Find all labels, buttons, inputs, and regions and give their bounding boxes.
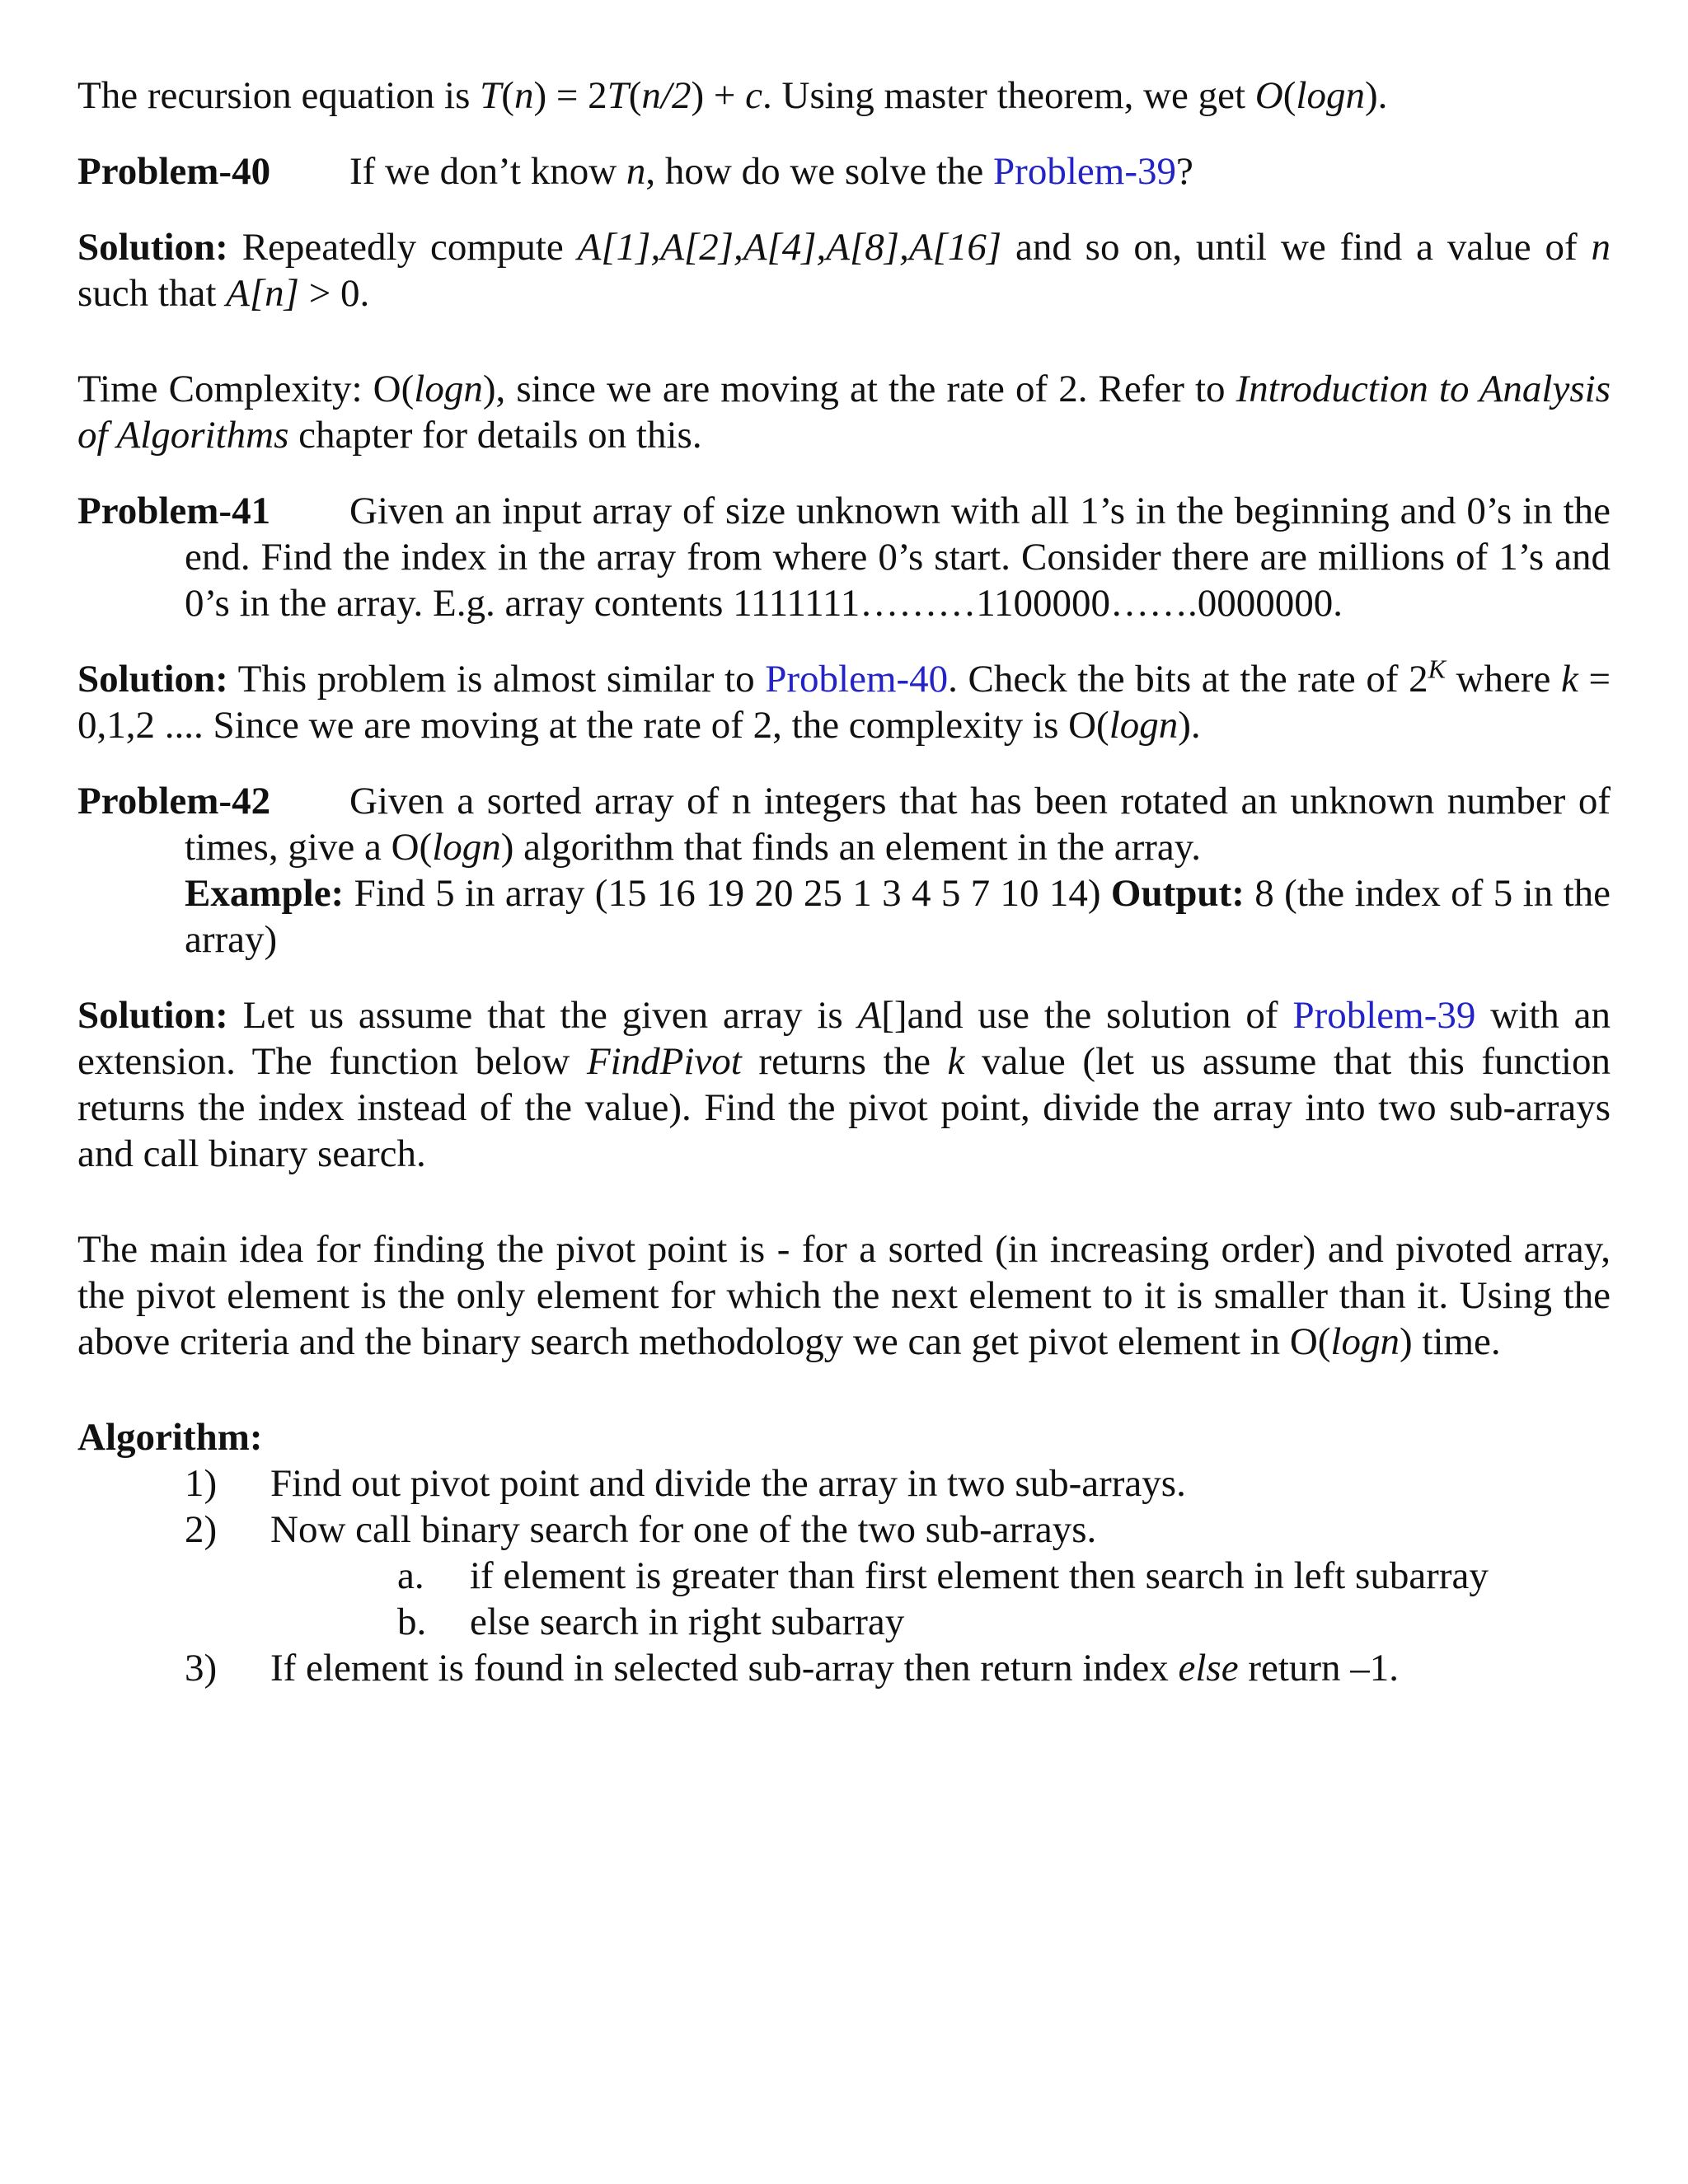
text: where (1445, 658, 1561, 701)
problem-40-link[interactable]: Problem-40 (765, 658, 949, 701)
substep-letter: a. (397, 1554, 424, 1597)
text: and so on, until we find a value of (1001, 226, 1592, 269)
math-var: n (1591, 226, 1611, 269)
pivot-idea-paragraph (77, 1226, 1611, 1365)
problem-41-question (77, 488, 1611, 626)
step-text: Now call binary search for one of the two sub-arrays. (270, 1508, 1097, 1551)
math-var: logn (1330, 1320, 1400, 1363)
text: The main idea for finding the pivot point is - for a sorted (in increasing order) and pivoted array, the pivot element is the only element for which the next element to it is smaller than it. Using the above criteria and the binary search methodology we can get pivot element in O( (77, 1228, 1611, 1363)
time-complexity-paragraph (77, 366, 1611, 458)
text: returns the (741, 1040, 948, 1083)
output-label: Output: (1110, 872, 1245, 915)
solution-label: Solution: (77, 658, 228, 701)
keyword: else (1178, 1647, 1239, 1690)
algorithm-step (77, 1645, 1611, 1691)
text: The recursion equation is (77, 74, 481, 117)
math-var: T (480, 74, 502, 117)
problem-40-question (349, 148, 1193, 194)
text: ) algorithm that finds an element in the array. (500, 826, 1201, 869)
text: return –1. (1238, 1647, 1400, 1690)
algorithm-step (77, 1507, 1611, 1553)
text: 8 (the index of 5 in the array) (185, 872, 1611, 961)
text: value (let us assume that this function returns the index instead of the value). Find the pivot point, divide the array into two sub-arrays and call binary search. (77, 1040, 1611, 1175)
text: > 0. (298, 272, 370, 315)
math-var: logn (414, 368, 483, 410)
substep-text: if element is greater than first element then search in left subarray (470, 1554, 1489, 1597)
problem-40-solution (77, 224, 1611, 316)
text: , how do we solve the (645, 150, 994, 193)
text: ) + (691, 74, 746, 117)
text: []and use the solution of (881, 994, 1293, 1037)
text: . Using master theorem, we get (762, 74, 1255, 117)
text: Let us assume that the given array is (227, 994, 858, 1037)
math-var: logn (1296, 74, 1365, 117)
substep-letter: b. (397, 1601, 427, 1643)
problem-42-example (185, 870, 1611, 963)
solution-label: Solution: (77, 994, 228, 1037)
substep-text: else search in right subarray (470, 1601, 905, 1643)
function-name: FindPivot (586, 1040, 742, 1083)
text: . Check the bits at the rate of 2 (948, 658, 1428, 701)
problem-40-heading (77, 148, 1611, 194)
problem-41-solution (77, 656, 1611, 748)
math-var: A (857, 994, 882, 1037)
math-var: logn (1109, 704, 1179, 747)
math-var: c (745, 74, 763, 117)
problem-42-question (77, 778, 1611, 870)
step-number: 2) (185, 1508, 218, 1551)
text: = 0,1,2 .... Since we are moving at the rate of 2, the complexity is O( (77, 658, 1611, 747)
text: ). (1178, 704, 1201, 747)
recursion-paragraph: The recursion equation is T(n) = 2T(n/2) + c. Using master theorem, we get O(logn). (77, 74, 1388, 117)
problem-39-link[interactable]: Problem-39 (1292, 994, 1476, 1037)
text: chapter for details on this. (288, 414, 702, 457)
text: Given a sorted array of n integers that has been rotated an unknown number of times, give a O( (185, 780, 1611, 869)
math-var: n (513, 74, 534, 117)
math-var: A[1],A[2],A[4],A[8],A[16] (577, 226, 1002, 269)
exponent: K (1428, 654, 1446, 684)
document-page (77, 73, 1611, 1691)
text: such that (77, 272, 227, 315)
text: Find 5 in array (15 16 19 20 25 1 3 4 5 7 10 14) (344, 872, 1111, 915)
text: ) = 2 (533, 74, 607, 117)
text: with an extension. The function below (77, 994, 1611, 1083)
math-var: k (947, 1040, 965, 1083)
problem-39-link[interactable]: Problem-39 (993, 150, 1176, 193)
problem-41-block (77, 488, 1611, 626)
math-var: logn (432, 826, 501, 869)
text: If element is found in selected sub-array then return index (270, 1647, 1179, 1690)
math-var: T (607, 74, 629, 117)
algorithm-section (77, 1414, 1611, 1691)
text: If we don’t know (349, 150, 626, 193)
step-text (270, 1645, 1399, 1691)
math-var: k (1561, 658, 1578, 701)
chapter-reference: Introduction to Analysis of Algorithms (77, 368, 1611, 457)
algorithm-step (77, 1460, 1611, 1507)
text: Given an input array of size unknown with all 1’s in the beginning and 0’s in the end. Find the index in the array from where 0’s start. Consider there are millions of 1’s and 0’s in the array. E.g. array contents 1111111………1100000…….0000000. (185, 490, 1611, 625)
solution-label: Solution: (77, 226, 228, 269)
text: ). (1364, 74, 1388, 117)
problem-title: Problem-40 (77, 150, 271, 193)
text: Time Complexity: O( (77, 368, 415, 410)
problem-42-block (77, 778, 1611, 963)
example-label: Example: (185, 872, 345, 915)
step-number: 3) (185, 1647, 218, 1690)
problem-title: Problem-42 (77, 780, 271, 823)
text: Repeatedly compute (227, 226, 578, 269)
algorithm-substep (77, 1553, 1611, 1599)
algorithm-title: Algorithm: (77, 1416, 263, 1459)
step-number: 1) (185, 1462, 218, 1505)
algorithm-substep (77, 1599, 1611, 1645)
text: ) time. (1399, 1320, 1501, 1363)
math-var: n (626, 150, 646, 193)
problem-42-solution (77, 992, 1611, 1177)
math-var: n/2 (641, 74, 692, 117)
text: ? (1175, 150, 1193, 193)
math-var: O (1254, 74, 1283, 117)
problem-title: Problem-41 (77, 490, 271, 532)
step-text: Find out pivot point and divide the array in two sub-arrays. (270, 1462, 1186, 1505)
text: This problem is almost similar to (227, 658, 766, 701)
text: ), since we are moving at the rate of 2. Refer to (482, 368, 1236, 410)
math-var: A[n] (226, 272, 299, 315)
